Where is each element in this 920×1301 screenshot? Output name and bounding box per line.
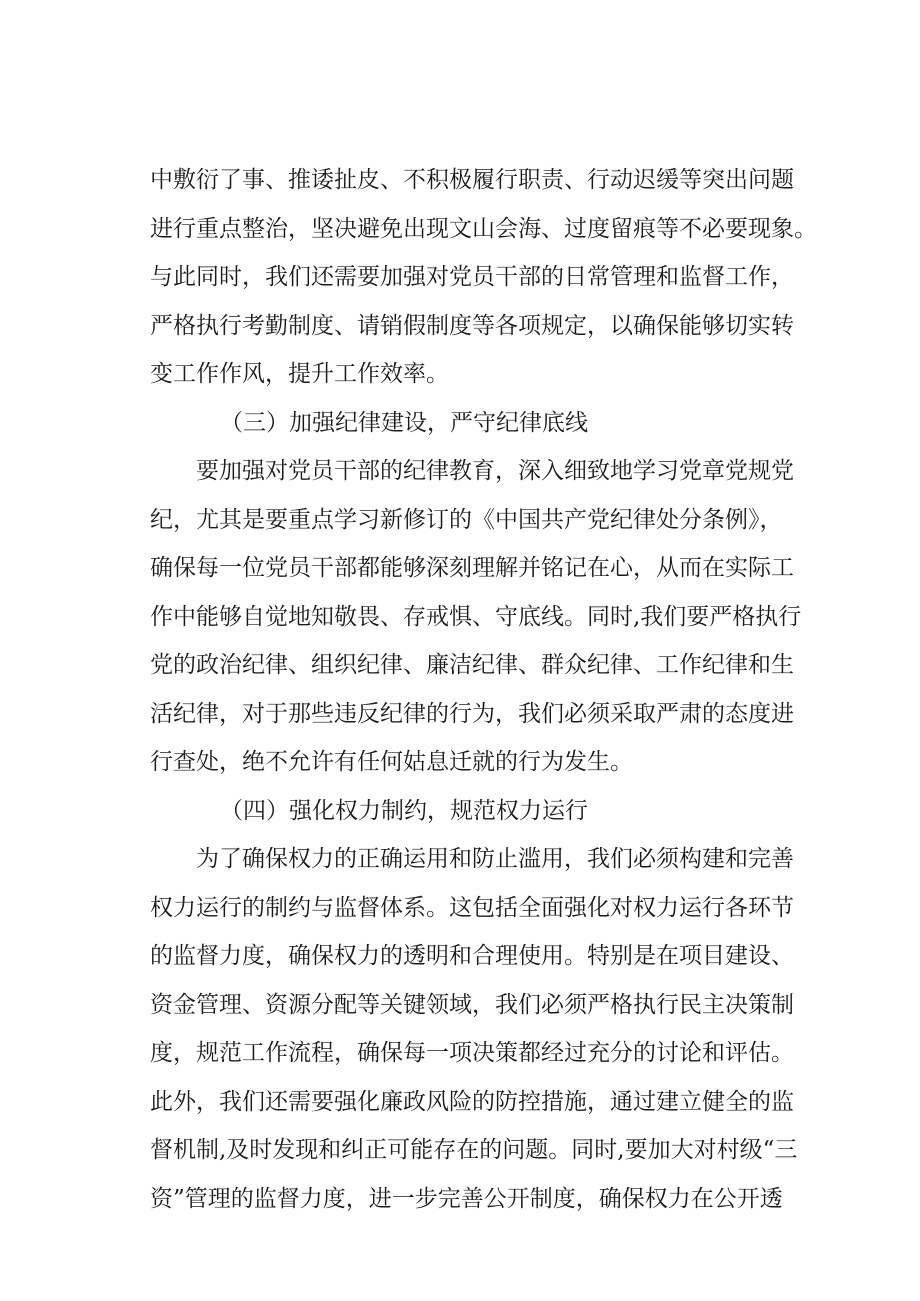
body-line: 确保每一位党员干部都能够深刻理解并铭记在心，从而在实际工	[150, 555, 794, 581]
paragraph-first-line: 为了确保权力的正确运用和防止滥用，我们必须构建和完善	[196, 846, 794, 872]
body-line: 资金管理、资源分配等关键领域，我们必须严格执行民主决策制	[150, 991, 794, 1018]
section-heading-4: （四）强化权力制约，规范权力运行	[220, 797, 588, 824]
body-line: 作中能够自觉地知敬畏、存戒惧、守底线。同时,我们要严格执行	[150, 603, 802, 630]
body-line: 与此同时，我们还需要加强对党员干部的日常管理和监督工作，	[150, 264, 794, 290]
body-line: 纪，尤其是要重点学习新修订的《中国共产党纪律处分条例》，	[150, 506, 783, 533]
body-line: 严格执行考勤制度、请销假制度等各项规定，以确保能够切实转	[150, 312, 794, 339]
document-body	[150, 156, 817, 1223]
body-line: 度，规范工作流程，确保每一项决策都经过充分的讨论和评估。	[150, 1040, 794, 1066]
body-line: 变工作作风，提升工作效率。	[150, 361, 449, 387]
section-heading-3: （三）加强纪律建设，严守纪律底线	[220, 409, 588, 436]
body-line: 党的政治纪律、组织纪律、廉洁纪律、群众纪律、工作纪律和生	[150, 652, 794, 678]
body-line: 的监督力度，确保权力的透明和合理使用。特别是在项目建设、	[150, 943, 794, 969]
body-line: 资”管理的监督力度，进一步完善公开制度，确保权力在公开透	[150, 1185, 783, 1212]
body-line: 中敷衍了事、推诿扯皮、不积极履行职责、行动迟缓等突出问题	[150, 167, 794, 193]
body-line: 进行重点整治，坚决避免出现文山会海、过度留痕等不必要现象。	[150, 215, 817, 242]
body-line: 活纪律，对于那些违反纪律的行为，我们必须采取严肃的态度进	[150, 700, 794, 727]
paragraph-first-line: 要加强对党员干部的纪律教育，深入细致地学习党章党规党	[196, 458, 794, 484]
body-line: 行查处，绝不允许有任何姑息迁就的行为发生。	[150, 749, 633, 775]
body-line: 督机制,及时发现和纠正可能存在的问题。同时,要加大对村级“三	[150, 1137, 798, 1163]
body-line: 权力运行的制约与监督体系。这包括全面强化对权力运行各环节	[150, 894, 794, 921]
body-line: 此外，我们还需要强化廉政风险的防控措施，通过建立健全的监	[150, 1088, 794, 1115]
